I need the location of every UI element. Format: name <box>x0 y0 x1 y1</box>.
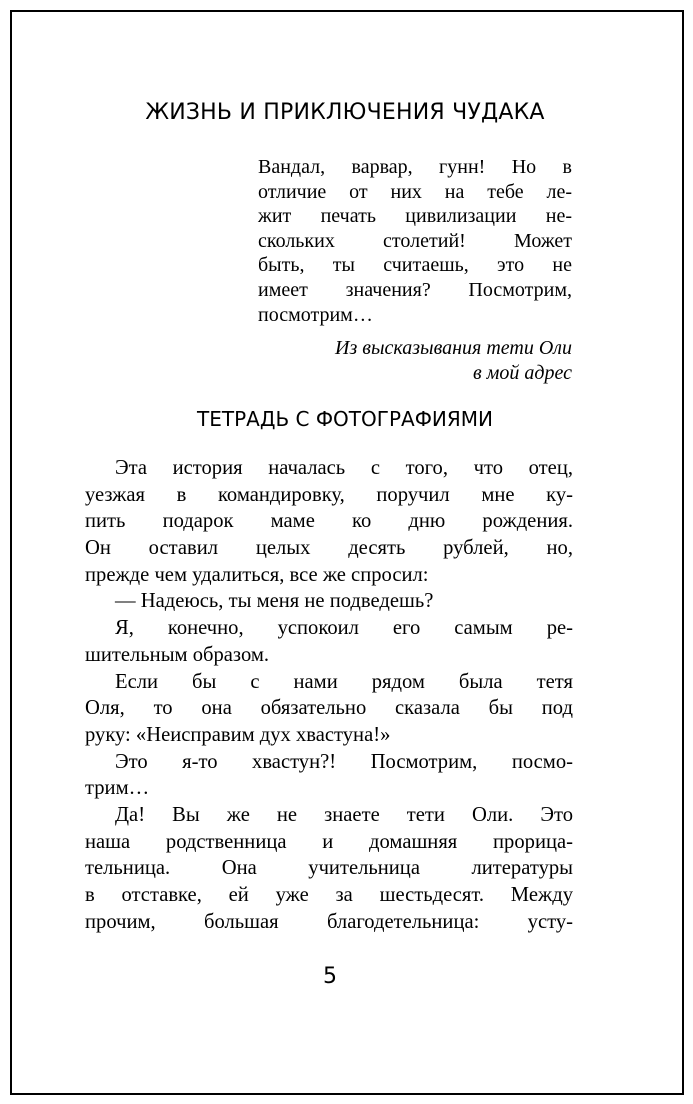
epigraph-line: скольких столетий! Может <box>258 229 572 252</box>
epigraph-source-line: в мой адрес <box>472 361 572 384</box>
page-number: 5 <box>323 964 337 989</box>
epigraph-line: жит печать цивилизации не- <box>258 205 572 228</box>
body-line: в отставке, ей уже за шестьдесят. Между <box>85 884 573 906</box>
epigraph-line: имеет значения? Посмотрим, <box>258 278 572 301</box>
body-line: трим… <box>85 777 150 800</box>
body-line: прочим, большая благодетельница: усту- <box>85 910 573 933</box>
body-line: пить подарок маме ко дню рождения. <box>85 510 573 533</box>
epigraph-line: Вандал, варвар, гунн! Но в <box>258 156 572 178</box>
body-line: уезжая в командировку, поручил мне ку- <box>85 483 573 506</box>
body-line: руку: «Неисправим дух хвастуна!» <box>85 723 391 746</box>
epigraph-line: быть, ты считаешь, это не <box>258 254 572 277</box>
body-line: наша родственница и домашняя прорица- <box>85 830 573 853</box>
body-line: Да! Вы же не знаете тети Оли. Это <box>115 803 573 826</box>
epigraph-line: отличие от них на тебе ле- <box>258 180 572 203</box>
body-line: Я, конечно, успокоил его самым ре- <box>115 617 573 640</box>
epigraph-source <box>258 336 572 385</box>
body-line: Это я-то хвастун?! Посмотрим, посмо- <box>115 750 573 773</box>
body-line: Оля, то она обязательно сказала бы под <box>85 697 573 720</box>
chapter-title: ТЕТРАДЬ С ФОТОГРАФИЯМИ <box>197 407 493 431</box>
book-title: ЖИЗНЬ И ПРИКЛЮЧЕНИЯ ЧУДАКА <box>145 100 545 125</box>
epigraph-source-line: Из высказывания тети Оли <box>335 337 572 360</box>
body-line: Он оставил целых десять рублей, но, <box>85 537 573 560</box>
body-line: шительным образом. <box>85 643 270 666</box>
body-line: — Надеюсь, ты меня не подведешь? <box>115 590 434 613</box>
body-line: Эта история началась с того, что отец, <box>115 457 573 479</box>
body-line: Если бы с нами рядом была тетя <box>115 670 573 693</box>
body-line: прежде чем удалиться, все же спросил: <box>85 563 429 586</box>
body-line: тельница. Она учительница литературы <box>85 857 573 880</box>
epigraph-line: посмотрим… <box>258 303 373 326</box>
epigraph <box>258 155 572 385</box>
body-text <box>85 455 573 935</box>
